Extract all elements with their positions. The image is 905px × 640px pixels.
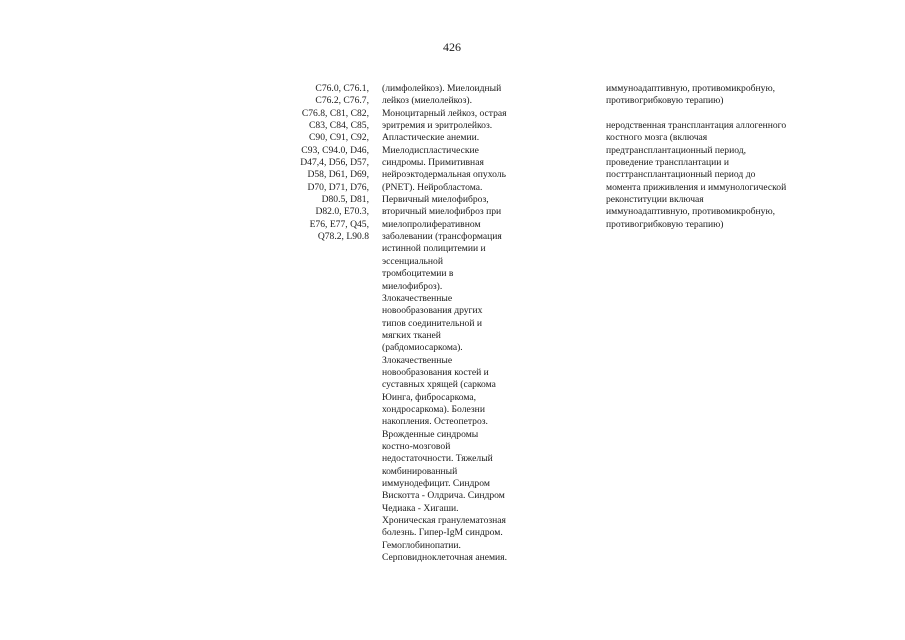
treatment-column [606, 83, 821, 231]
disease-line: (PNET). Нейробластома. [382, 181, 483, 193]
icd-codes-line: C83, C84, C85, [309, 120, 369, 132]
treatment-line: реконституции включая [606, 194, 704, 206]
icd-codes-line: D47,4, D56, D57, [300, 157, 369, 169]
treatment-line: проведение трансплантации и [606, 157, 729, 169]
disease-line: Моноцитарный лейкоз, острая [382, 107, 507, 119]
disease-line: (лимфолейкоз). Миелоидный [382, 83, 502, 94]
disease-line: Чедиака - Хигаши. [382, 502, 459, 514]
disease-line: истинной полицитемии и [382, 243, 486, 255]
disease-line: тромбоцитемии в [382, 268, 454, 280]
disease-line: суставных хрящей (саркома [382, 379, 496, 391]
treatment-line: противогрибковую терапию) [606, 218, 724, 230]
icd-codes-line: D80.5, D81, [321, 194, 369, 206]
diseases-column [382, 83, 562, 564]
disease-line: миелофиброз). [382, 280, 443, 292]
disease-line: Врожденные синдромы [382, 428, 479, 440]
disease-line: комбинированный [382, 465, 458, 477]
icd-codes-line: E76, E77, Q45, [309, 218, 369, 230]
disease-line: недостаточности. Тяжелый [382, 453, 493, 465]
icd-codes-line: C76.2, C76.7, [315, 95, 369, 107]
treatment-line: посттрансплантационный период до [606, 169, 756, 181]
disease-line: вторичный миелофиброз при [382, 206, 502, 218]
disease-line: костно-мозговой [382, 440, 451, 452]
disease-line: накопления. Остеопетроз. [382, 416, 488, 428]
disease-line: Гемоглобинопатии. [382, 539, 461, 551]
disease-line: болезнь. Гипер-IgM синдром. [382, 527, 503, 539]
disease-line: заболевании (трансформация [382, 231, 502, 243]
disease-line: эссенциальной [382, 255, 443, 267]
disease-line: Злокачественные [382, 354, 453, 366]
disease-line: синдромы. Примитивная [382, 157, 484, 169]
disease-line: Вискотта - Олдрича. Синдром [382, 490, 505, 502]
disease-line: иммунодефицит. Синдром [382, 478, 490, 489]
disease-line: хондросаркома). Болезни [382, 403, 485, 415]
treatment-line: иммуноадаптивную, противомикробную, [606, 83, 776, 94]
disease-line: Злокачественные [382, 292, 453, 304]
icd-codes-line: C90, C91, C92, [309, 132, 369, 144]
icd-codes-line: D70, D71, D76, [307, 181, 369, 193]
icd-codes-line: D82.0, E70.3, [315, 206, 369, 218]
disease-line: новообразования других [382, 305, 483, 317]
icd-codes-line: C76.8, C81, C82, [301, 107, 369, 119]
treatment-line: противогрибковую терапию) [606, 95, 724, 107]
disease-line: (рабдомиосаркома). [382, 342, 463, 354]
disease-line: типов соединительной и [382, 317, 482, 329]
disease-line: эритремия и эритролейкоз. [382, 120, 493, 132]
disease-line: Юинга, фибросаркома, [382, 391, 477, 403]
treatment-line: момента приживления и иммунологической [606, 181, 787, 193]
disease-line: Первичный миелофиброз, [382, 194, 489, 206]
disease-line: мягких тканей [382, 329, 441, 341]
icd-codes-column [285, 83, 369, 243]
disease-line: Апластические анемии. [382, 132, 480, 144]
disease-line: Хроническая гранулематозная [382, 515, 506, 527]
disease-line: нейроэктодермальная опухоль [382, 169, 506, 181]
treatment-line: предтрансплантационный период, [606, 144, 747, 156]
icd-codes-line: Q78.2, L90.8 [317, 231, 369, 243]
treatment-line: иммуноадаптивную, противомикробную, [606, 206, 776, 218]
icd-codes-line: C76.0, C76.1, [315, 83, 369, 94]
disease-line: миелопролиферативном [382, 218, 481, 230]
icd-codes-line: D58, D61, D69, [307, 169, 369, 181]
disease-line: лейкоз (миелолейкоз). [382, 95, 472, 107]
disease-line: Серповидноклеточная анемия. [382, 552, 507, 564]
page-number: 426 [443, 40, 461, 54]
paragraph-gap [606, 108, 821, 120]
disease-line: Миелодиспластические [382, 144, 479, 156]
treatment-line: неродственная трансплантация аллогенного [606, 120, 787, 132]
treatment-line: костного мозга (включая [606, 132, 708, 144]
icd-codes-line: C93, C94.0, D46, [301, 144, 369, 156]
disease-line: новообразования костей и [382, 366, 489, 378]
